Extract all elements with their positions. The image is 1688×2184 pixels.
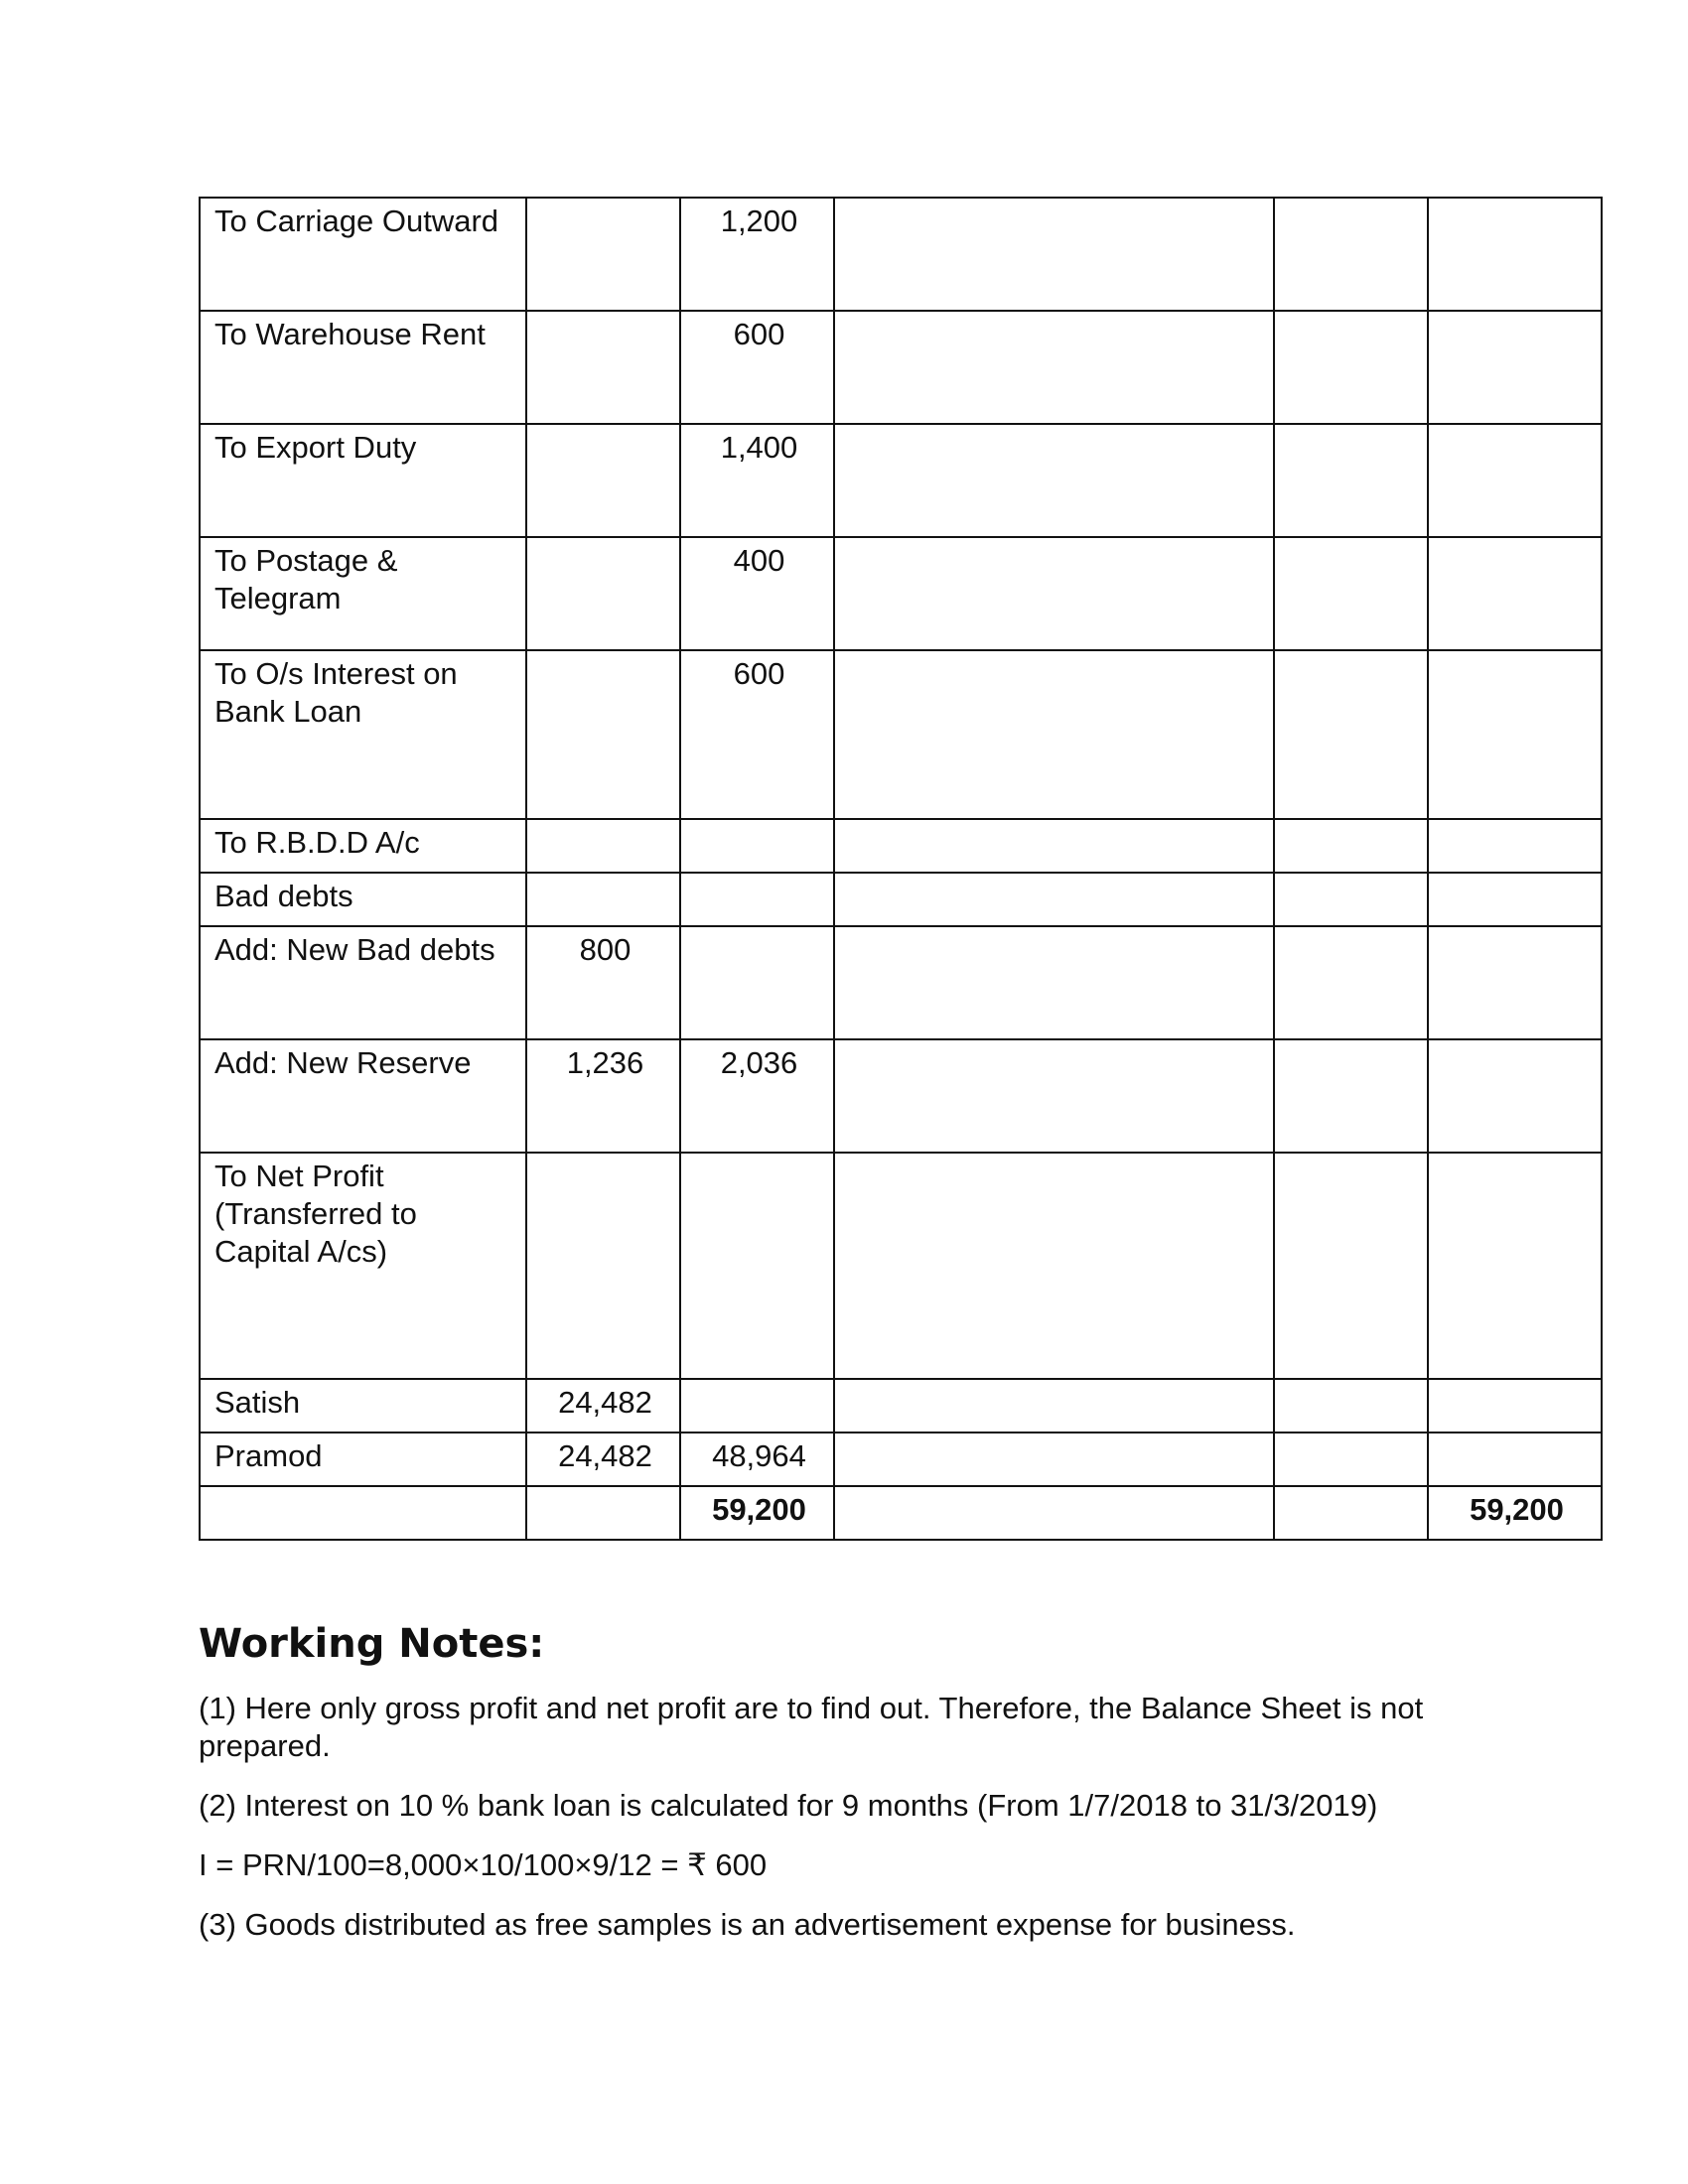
cr-amount-cell bbox=[1274, 650, 1428, 819]
cr-amount-cell bbox=[1274, 424, 1428, 537]
cr-particulars-cell bbox=[834, 311, 1274, 424]
cr-total-cell bbox=[1428, 1433, 1602, 1486]
amount-cell bbox=[526, 819, 680, 873]
cr-particulars-cell bbox=[834, 537, 1274, 650]
cr-amount-cell bbox=[1274, 311, 1428, 424]
particulars-cell: To O/s Interest on Bank Loan bbox=[200, 650, 526, 819]
cr-amount-cell bbox=[1274, 873, 1428, 926]
amount-cell bbox=[526, 650, 680, 819]
table-row bbox=[200, 1379, 1602, 1433]
cr-particulars-cell bbox=[834, 1433, 1274, 1486]
cr-amount-cell bbox=[1274, 537, 1428, 650]
cr-amount-cell bbox=[1274, 1153, 1428, 1379]
cr-total-cell bbox=[1428, 819, 1602, 873]
total-cell: 400 bbox=[680, 537, 834, 650]
cr-amount-cell bbox=[1274, 1433, 1428, 1486]
total-cell: 48,964 bbox=[680, 1433, 834, 1486]
note-interest-formula: I = PRN/100=8,000×10/100×9/12 = ₹ 600 bbox=[199, 1847, 768, 1882]
cr-total-cell bbox=[1428, 311, 1602, 424]
cr-particulars-cell bbox=[834, 1486, 1274, 1540]
table-row bbox=[200, 311, 1602, 424]
total-cell bbox=[680, 819, 834, 873]
amount-cell bbox=[526, 424, 680, 537]
particulars-cell: Add: New Reserve bbox=[200, 1039, 526, 1153]
particulars-cell: To Export Duty bbox=[200, 424, 526, 537]
particulars-cell: Bad debts bbox=[200, 873, 526, 926]
table-row bbox=[200, 819, 1602, 873]
working-notes bbox=[199, 1620, 1489, 1966]
table-row bbox=[200, 926, 1602, 1039]
cr-amount-cell bbox=[1274, 926, 1428, 1039]
table-row bbox=[200, 650, 1602, 819]
cr-total-cell bbox=[1428, 650, 1602, 819]
cr-particulars-cell bbox=[834, 926, 1274, 1039]
table-row bbox=[200, 873, 1602, 926]
cr-amount-cell bbox=[1274, 198, 1428, 311]
cr-total-cell bbox=[1428, 1153, 1602, 1379]
particulars-cell: To Postage & Telegram bbox=[200, 537, 526, 650]
note-3: (3) Goods distributed as free samples is an advertisement expense for business. bbox=[199, 1907, 1296, 1942]
total-cell bbox=[680, 1153, 834, 1379]
totals-row bbox=[200, 1486, 1602, 1540]
amount-cell: 800 bbox=[526, 926, 680, 1039]
particulars-cell: To Carriage Outward bbox=[200, 198, 526, 311]
table-row bbox=[200, 424, 1602, 537]
total-cell: 2,036 bbox=[680, 1039, 834, 1153]
amount-cell bbox=[526, 537, 680, 650]
table-row bbox=[200, 537, 1602, 650]
amount-cell bbox=[526, 873, 680, 926]
amount-cell: 1,236 bbox=[526, 1039, 680, 1153]
cr-particulars-cell bbox=[834, 198, 1274, 311]
table-row bbox=[200, 198, 1602, 311]
particulars-cell: Add: New Bad debts bbox=[200, 926, 526, 1039]
note-1: (1) Here only gross profit and net profit are to find out. Therefore, the Balance Sheet is not prepared. bbox=[199, 1691, 1424, 1763]
particulars-cell bbox=[200, 1486, 526, 1540]
cr-particulars-cell bbox=[834, 1039, 1274, 1153]
table-row bbox=[200, 1039, 1602, 1153]
cr-total-cell bbox=[1428, 1039, 1602, 1153]
amount-cell bbox=[526, 198, 680, 311]
cr-total-cell bbox=[1428, 873, 1602, 926]
cr-total-cell bbox=[1428, 1379, 1602, 1433]
particulars-cell: Satish bbox=[200, 1379, 526, 1433]
total-cell bbox=[680, 926, 834, 1039]
cr-particulars-cell bbox=[834, 873, 1274, 926]
particulars-cell: To Net Profit (Transferred to Capital A/cs) bbox=[200, 1153, 526, 1379]
particulars-cell: To R.B.D.D A/c bbox=[200, 819, 526, 873]
cr-total-cell bbox=[1428, 537, 1602, 650]
particulars-cell: Pramod bbox=[200, 1433, 526, 1486]
cr-grand-total: 59,200 bbox=[1428, 1486, 1602, 1540]
cr-amount-cell bbox=[1274, 1486, 1428, 1540]
cr-particulars-cell bbox=[834, 819, 1274, 873]
cr-particulars-cell bbox=[834, 424, 1274, 537]
table-row bbox=[200, 1433, 1602, 1486]
total-cell: 1,400 bbox=[680, 424, 834, 537]
dr-grand-total: 59,200 bbox=[680, 1486, 834, 1540]
cr-amount-cell bbox=[1274, 819, 1428, 873]
amount-cell: 24,482 bbox=[526, 1379, 680, 1433]
total-cell bbox=[680, 873, 834, 926]
total-cell: 600 bbox=[680, 650, 834, 819]
cr-particulars-cell bbox=[834, 1379, 1274, 1433]
amount-cell bbox=[526, 1486, 680, 1540]
profit-loss-table bbox=[199, 197, 1603, 1541]
cr-total-cell bbox=[1428, 198, 1602, 311]
working-notes-heading: Working Notes: bbox=[199, 1621, 545, 1667]
cr-particulars-cell bbox=[834, 650, 1274, 819]
amount-cell bbox=[526, 1153, 680, 1379]
amount-cell: 24,482 bbox=[526, 1433, 680, 1486]
amount-cell bbox=[526, 311, 680, 424]
total-cell bbox=[680, 1379, 834, 1433]
table-row bbox=[200, 1153, 1602, 1379]
cr-total-cell bbox=[1428, 424, 1602, 537]
total-cell: 1,200 bbox=[680, 198, 834, 311]
cr-amount-cell bbox=[1274, 1039, 1428, 1153]
note-2: (2) Interest on 10 % bank loan is calculated for 9 months (From 1/7/2018 to 31/3/2019) bbox=[199, 1788, 1378, 1823]
total-cell: 600 bbox=[680, 311, 834, 424]
particulars-cell: To Warehouse Rent bbox=[200, 311, 526, 424]
cr-particulars-cell bbox=[834, 1153, 1274, 1379]
cr-total-cell bbox=[1428, 926, 1602, 1039]
cr-amount-cell bbox=[1274, 1379, 1428, 1433]
